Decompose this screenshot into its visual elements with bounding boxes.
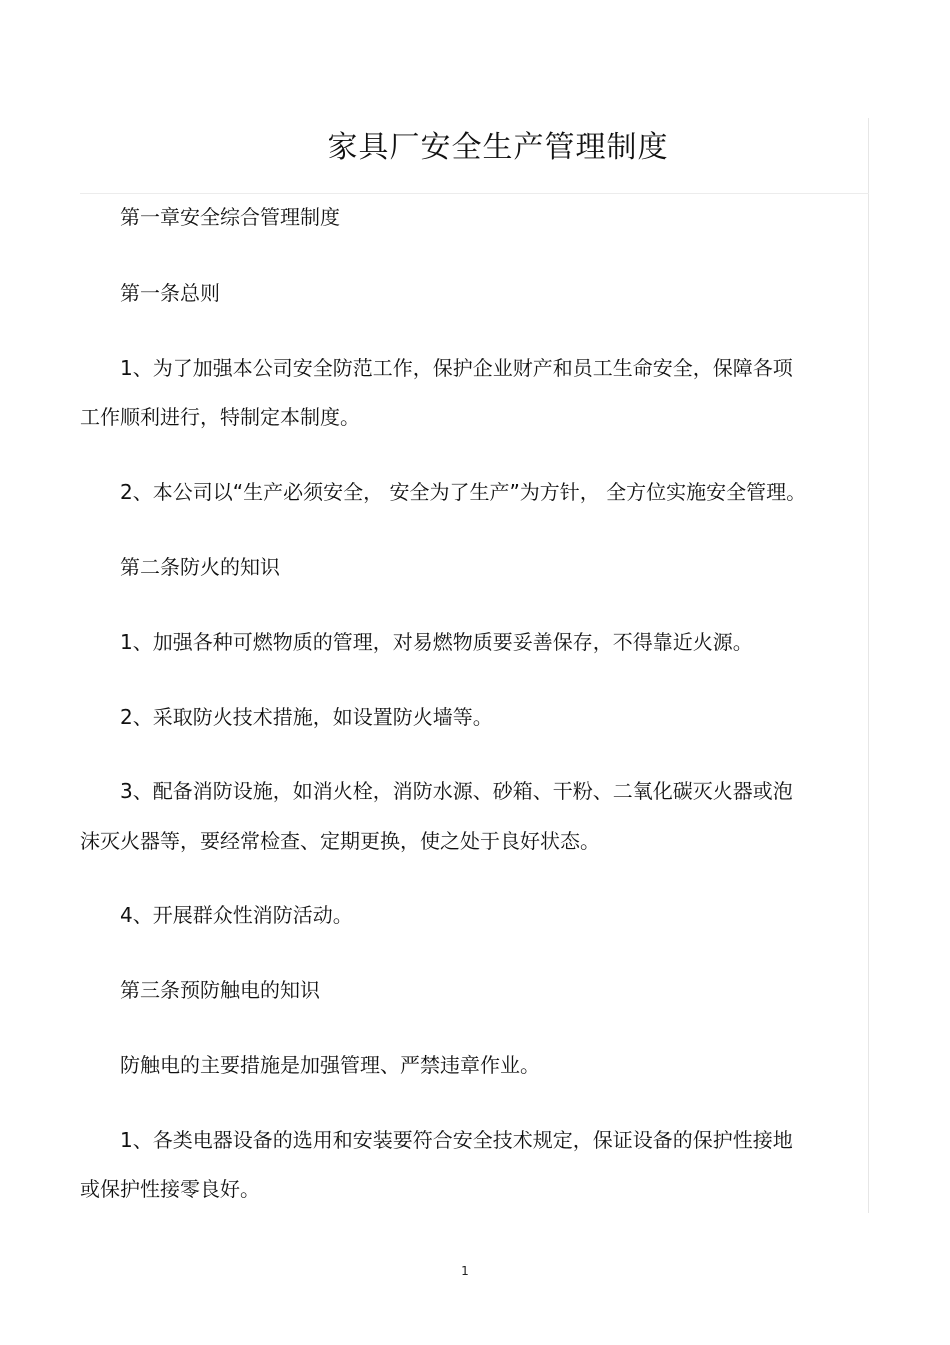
paragraph-line: 沫灭火器等，要经常检查、定期更换，使之处于良好状态。 [80,829,600,853]
paragraph-line: 或保护性接零良好。 [80,1177,260,1201]
paragraph-line: 防触电的主要措施是加强管理、严禁违章作业。 [120,1053,540,1077]
chapter-heading: 第一章安全综合管理制度 [120,205,340,229]
paragraph-line: 4、开展群众性消防活动。 [120,903,353,927]
paragraph-line: 1、为了加强本公司安全防范工作，保护企业财产和员工生命安全，保障各项 [120,356,793,380]
paragraph-line: 2、采取防火技术措施，如设置防火墙等。 [120,705,493,729]
title-divider [80,193,869,194]
page-edge-divider [868,118,869,1213]
paragraph-line: 1、加强各种可燃物质的管理，对易燃物质要妥善保存，不得靠近火源。 [120,630,753,654]
article-heading: 第二条防火的知识 [120,555,280,579]
paragraph-line: 3、配备消防设施，如消火栓，消防水源、砂箱、干粉、二氧化碳灭火器或泡 [120,779,793,803]
article-heading: 第三条预防触电的知识 [120,978,320,1002]
article-heading: 第一条总则 [120,281,220,305]
document-title: 家具厂安全生产管理制度 [327,130,669,165]
paragraph-line: 1、各类电器设备的选用和安装要符合安全技术规定，保证设备的保护性接地 [120,1128,793,1152]
paragraph-line: 工作顺利进行，特制定本制度。 [80,405,360,429]
paragraph-line: 2、本公司以“生产必须安全， 安全为了生产”为方针， 全方位实施安全管理。 [120,480,807,504]
page-number: 1 [461,1264,469,1278]
